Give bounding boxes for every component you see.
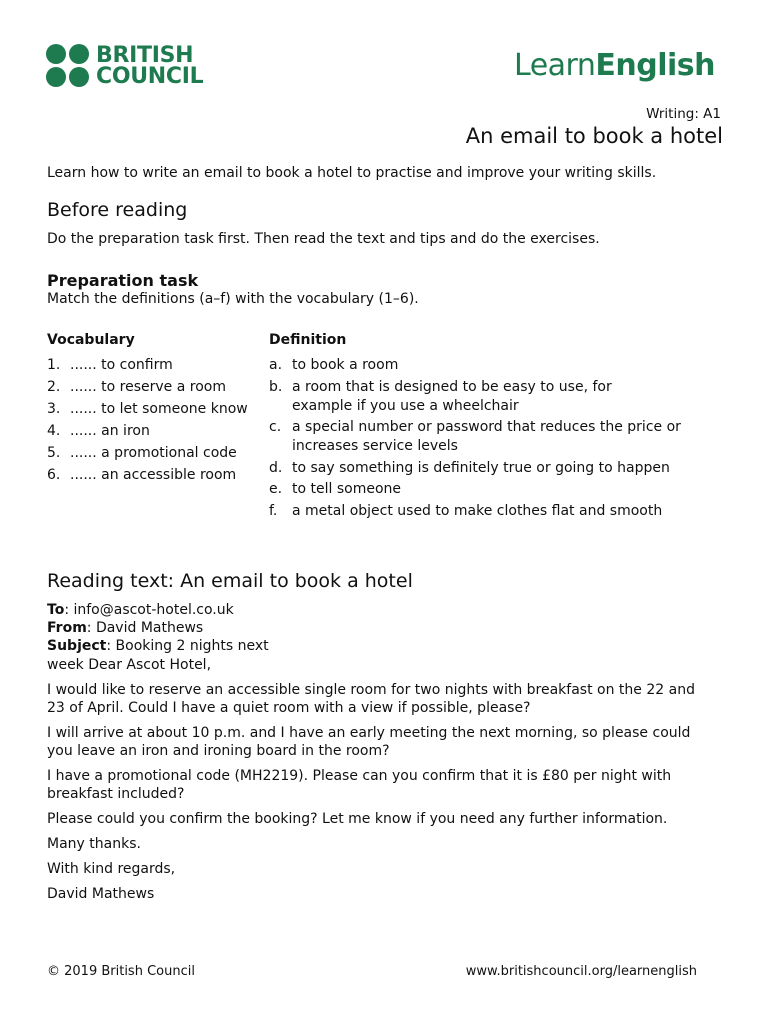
definition-text: a room that is designed to be easy to use, for example if you use a wheelchair xyxy=(292,378,612,414)
bc-logo-line1: BRITISH xyxy=(96,42,194,68)
vocabulary-item xyxy=(47,400,262,422)
footer-url[interactable]: www.britishcouncil.org/learnenglish xyxy=(465,964,697,979)
reading-heading: Reading text: An email to book a hotel xyxy=(47,570,413,592)
email-subject-label: Subject xyxy=(47,638,107,654)
definition-text: to book a room xyxy=(292,357,399,373)
vocabulary-item xyxy=(47,444,262,466)
email-to-label: To xyxy=(47,602,65,618)
definition-text: a special number or password that reduces the price or increases service levels xyxy=(292,419,681,454)
email-paragraph: I have a promotional code (MH2219). Please can you confirm that it is £80 per night with breakfast included? xyxy=(47,768,672,802)
email-text xyxy=(47,601,707,903)
definition-letter: b. xyxy=(269,378,283,395)
email-paragraph: I would like to reserve an accessible single room for two nights with breakfast on the 22 and 23 of April. Could I have a quiet room with a view if possible, please? xyxy=(47,682,695,716)
logo-dot xyxy=(46,44,66,64)
email-paragraph: Many thanks. xyxy=(47,836,141,852)
vocabulary-item xyxy=(47,378,262,400)
footer-copyright: © 2019 British Council xyxy=(47,964,195,979)
email-from xyxy=(47,619,707,637)
vocabulary-list xyxy=(47,356,262,488)
preparation-heading: Preparation task xyxy=(47,271,199,290)
definition-item xyxy=(269,459,709,478)
british-council-dots-icon xyxy=(46,44,89,87)
definition-list xyxy=(269,356,709,523)
le-logo-part1: Learn xyxy=(514,48,596,83)
vocab-text: ...... an accessible room xyxy=(70,467,237,483)
preparation-instruction: Match the definitions (a–f) with the vocabulary (1–6). xyxy=(47,291,419,307)
logo-dot xyxy=(46,67,66,87)
vocab-text: ...... to reserve a room xyxy=(70,379,226,395)
vocabulary-item xyxy=(47,422,262,444)
vocab-text: ...... to let someone know xyxy=(70,401,248,417)
email-to xyxy=(47,601,707,619)
vocab-text: ...... an iron xyxy=(70,423,150,439)
page-title: An email to book a hotel xyxy=(465,124,723,148)
vocabulary-item xyxy=(47,356,262,378)
british-council-logo xyxy=(46,44,203,87)
definition-letter: c. xyxy=(269,419,282,435)
vocabulary-item xyxy=(47,466,262,488)
email-subject xyxy=(47,637,707,655)
definition-item xyxy=(269,418,709,456)
vocab-text: ...... to confirm xyxy=(70,357,173,373)
email-paragraph: week Dear Ascot Hotel, xyxy=(47,657,212,673)
definition-letter: e. xyxy=(269,481,283,497)
vocab-text: ...... a promotional code xyxy=(70,445,237,461)
email-paragraph: David Mathews xyxy=(47,886,155,902)
bc-logo-line2: COUNCIL xyxy=(96,63,204,89)
email-from-value: : David Mathews xyxy=(86,620,204,636)
vocab-number: 4. xyxy=(47,423,61,439)
email-to-value: : info@ascot-hotel.co.uk xyxy=(64,602,234,618)
le-logo-part2: English xyxy=(595,48,715,83)
vocab-number: 3. xyxy=(47,401,61,417)
level-label: Writing: A1 xyxy=(646,106,721,122)
before-reading-text: Do the preparation task first. Then read the text and tips and do the exercises. xyxy=(47,231,600,247)
definition-text: to say something is definitely true or going to happen xyxy=(292,459,670,476)
british-council-wordmark xyxy=(96,42,204,89)
definition-item xyxy=(269,356,709,375)
vocabulary-header: Vocabulary xyxy=(47,332,135,348)
email-from-label: From xyxy=(47,620,87,636)
definition-item xyxy=(269,502,709,521)
vocab-number: 5. xyxy=(47,445,61,461)
learnenglish-logo xyxy=(514,48,715,83)
definition-letter: d. xyxy=(269,459,283,476)
definition-item xyxy=(269,480,709,499)
definition-letter: f. xyxy=(269,502,278,519)
definition-header: Definition xyxy=(269,332,347,348)
vocab-number: 1. xyxy=(47,357,61,373)
definition-text: to tell someone xyxy=(292,481,401,497)
definition-text: a metal object used to make clothes flat and smooth xyxy=(292,502,663,519)
email-paragraph: I will arrive at about 10 p.m. and I have an early meeting the next morning, so please could you leave an iron and ironing board in the room? xyxy=(47,725,691,759)
email-paragraph: Please could you confirm the booking? Let me know if you need any further information. xyxy=(47,811,668,827)
before-reading-heading: Before reading xyxy=(47,199,188,221)
vocab-number: 2. xyxy=(47,379,61,395)
vocab-number: 6. xyxy=(47,467,61,483)
email-subject-value: : Booking 2 nights next xyxy=(106,638,269,654)
email-paragraph: With kind regards, xyxy=(47,861,176,877)
definition-item xyxy=(269,378,709,416)
intro-text: Learn how to write an email to book a hotel to practise and improve your writing skills. xyxy=(47,165,657,181)
logo-dot xyxy=(69,44,89,64)
definition-letter: a. xyxy=(269,357,283,373)
logo-dot xyxy=(69,67,89,87)
